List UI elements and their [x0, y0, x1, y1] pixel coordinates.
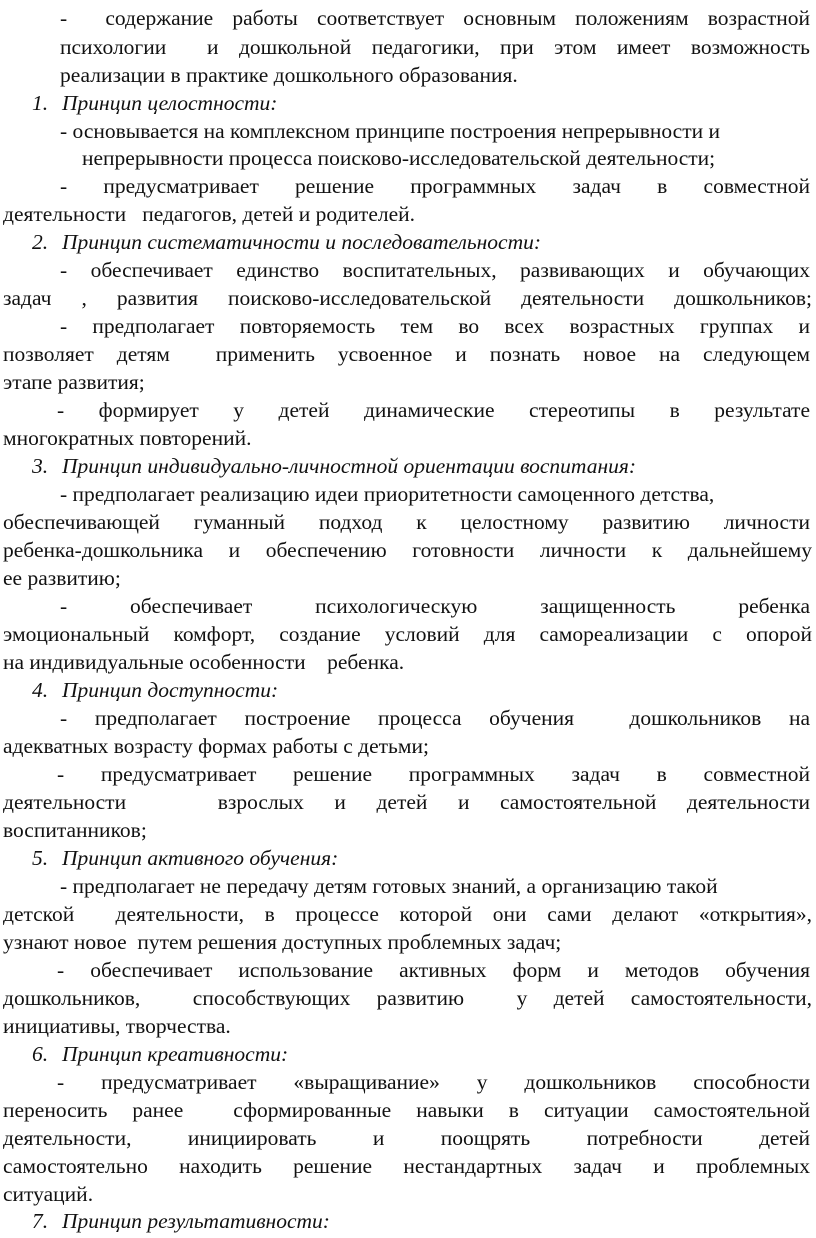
text-line: инициативы, творчества.: [3, 1014, 231, 1038]
heading-number: 5.: [32, 846, 49, 870]
principle-heading: [0, 843, 816, 873]
heading-text: Принцип креативности:: [62, 1042, 289, 1066]
heading-text: Принцип активного обучения:: [62, 846, 339, 870]
text-line: многократных повторений.: [3, 426, 252, 450]
text-line: психологии и дошкольной педагогики, при этом имеет возможность: [60, 35, 810, 59]
heading-number: 1.: [32, 91, 49, 115]
text-line: ее развитию;: [3, 566, 121, 590]
text-line: детской деятельности, в процессе которой они сами делают «открытия»,: [3, 902, 812, 926]
bullet-line: - предусматривает решение программных задач в совместной: [57, 762, 810, 786]
text-line: самостоятельно находить решение нестандартных задач и проблемных: [3, 1154, 810, 1178]
principle-heading: [0, 227, 816, 257]
heading-text: Принцип доступности:: [62, 678, 279, 702]
text-line: ситуаций.: [3, 1182, 94, 1206]
text-line: обеспечивающей гуманный подход к целостному развитию личности: [3, 510, 810, 534]
text-line: деятельности, инициировать и поощрять потребности детей: [3, 1126, 810, 1150]
heading-text: Принцип целостности:: [62, 91, 278, 115]
bullet-line: - предусматривает «выращивание» у дошкольников способности: [57, 1070, 810, 1094]
text-line: деятельности взрослых и детей и самостоятельной деятельности: [3, 790, 810, 814]
text-line: непрерывности процесса поисково-исследовательской деятельности;: [82, 146, 716, 170]
principle-heading: [0, 451, 816, 481]
heading-number: 6.: [32, 1042, 49, 1066]
heading-number: 3.: [32, 454, 49, 478]
heading-text: Принцип результативности:: [62, 1209, 330, 1233]
bullet-line: - формирует у детей динамические стереотипы в результате: [57, 398, 810, 422]
text-line: деятельности педагогов, детей и родителей.: [3, 202, 416, 226]
text-line: узнают новое путем решения доступных проблемных задач;: [3, 930, 562, 954]
text-line: этапе развития;: [3, 370, 145, 394]
heading-number: 2.: [32, 230, 49, 254]
bullet-line: - содержание работы соответствует основным положениям возрастной: [60, 6, 810, 30]
principle-heading: [0, 88, 816, 118]
bullet-line: - предполагает построение процесса обучения дошкольников на: [60, 706, 810, 730]
heading-number: 4.: [32, 678, 49, 702]
text-line: на индивидуальные особенности ребенка.: [3, 650, 405, 674]
bullet-line: - предполагает не передачу детям готовых знаний, а организацию такой: [60, 874, 718, 898]
principle-heading: [0, 1039, 816, 1069]
bullet-line: - предполагает реализацию идеи приоритетности самоценного детства,: [60, 482, 715, 506]
principle-heading: [0, 1206, 816, 1236]
text-line: реализации в практике дошкольного образования.: [60, 63, 518, 87]
text-line: переносить ранее сформированные навыки в ситуации самостоятельной: [3, 1098, 810, 1122]
text-line: адекватных возрасту формах работы с детьми;: [3, 734, 429, 758]
bullet-line: - обеспечивает единство воспитательных, развивающих и обучающих: [60, 258, 810, 282]
text-line: позволяет детям применить усвоенное и познать новое на следующем: [3, 342, 810, 366]
bullet-line: - предусматривает решение программных задач в совместной: [60, 174, 810, 198]
bullet-line: - обеспечивает психологическую защищенность ребенка: [60, 594, 810, 618]
text-line: эмоциональный комфорт, создание условий для самореализации с опорой: [3, 622, 812, 646]
text-line: задач , развития поисково-исследовательской деятельности дошкольников;: [3, 286, 812, 310]
heading-text: Принцип индивидуально-личностной ориентации воспитания:: [62, 454, 637, 478]
principle-heading: [0, 675, 816, 705]
heading-number: 7.: [32, 1209, 49, 1233]
bullet-line: - предполагает повторяемость тем во всех возрастных группах и: [60, 314, 810, 338]
text-line: воспитанников;: [3, 818, 147, 842]
bullet-line: - основывается на комплексном принципе построения непрерывности и: [60, 119, 721, 143]
heading-text: Принцип систематичности и последовательности:: [62, 230, 542, 254]
text-line: ребенка-дошкольника и обеспечению готовности личности к дальнейшему: [3, 538, 812, 562]
text-line: дошкольников, способствующих развитию у детей самостоятельности,: [3, 986, 812, 1010]
bullet-line: - обеспечивает использование активных форм и методов обучения: [57, 958, 810, 982]
